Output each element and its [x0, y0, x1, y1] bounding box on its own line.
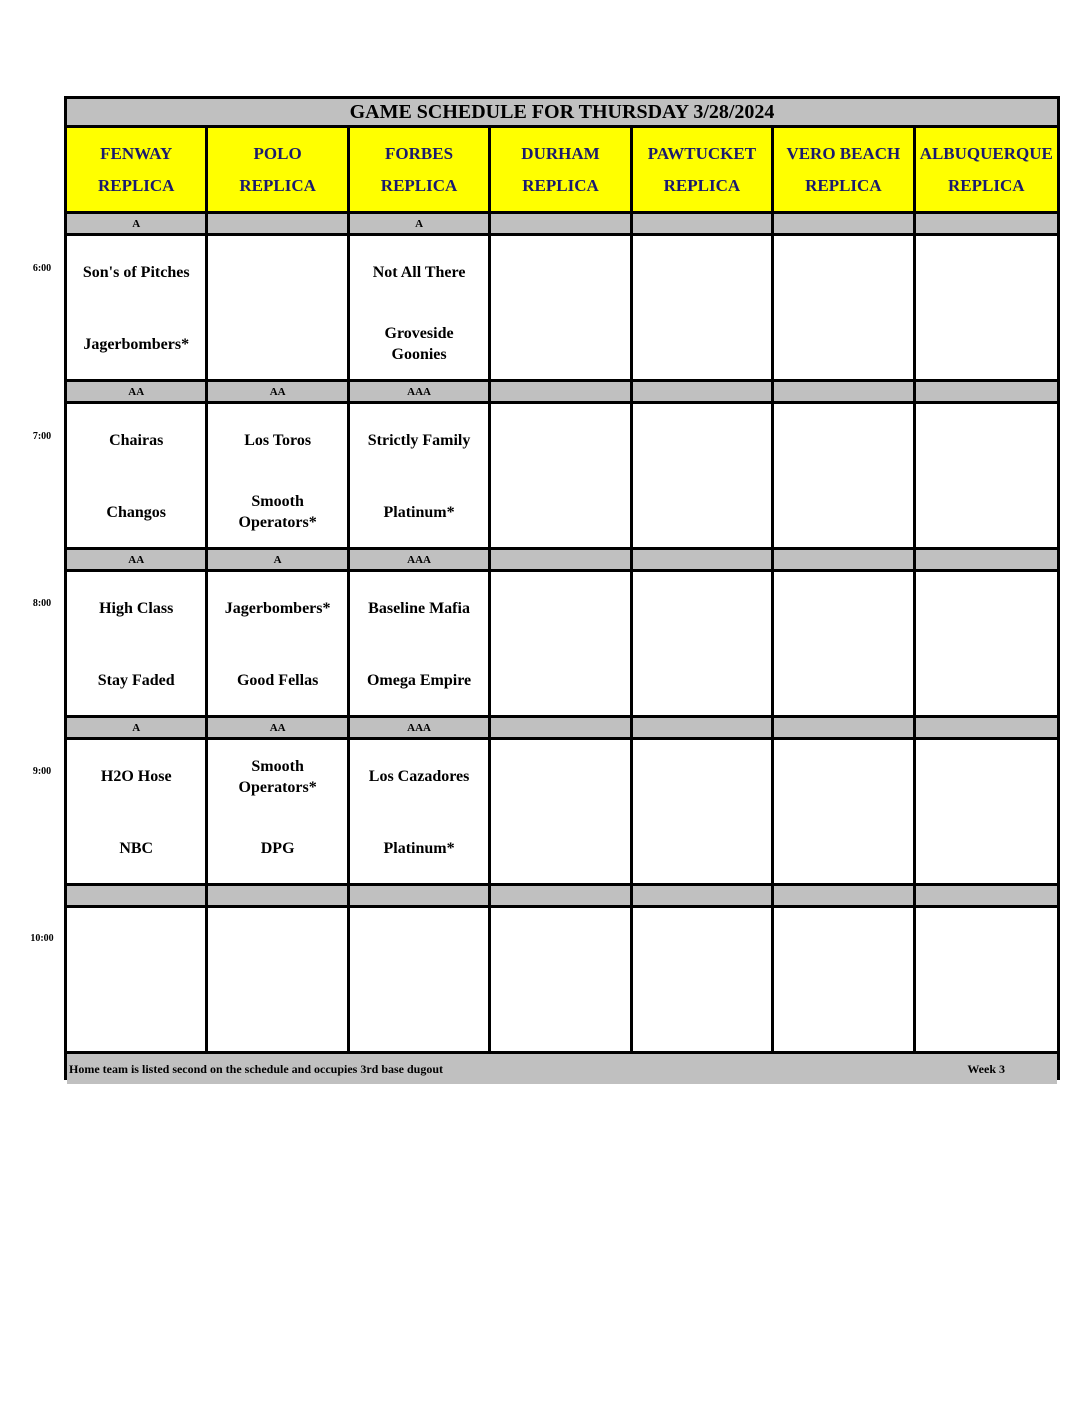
division-label [916, 550, 1057, 572]
away-team: Son's of Pitches [82, 264, 190, 281]
schedule-table [64, 96, 1060, 1080]
venue-header-vero-beach [774, 128, 915, 214]
venue-name: FENWAY [100, 143, 173, 163]
game-cell [208, 908, 349, 1054]
game-cell [916, 236, 1057, 382]
home-team: Stay Faded [97, 671, 175, 689]
venue-header-fenway [67, 128, 208, 214]
division-label: AA [208, 382, 349, 404]
venue-subtitle: REPLICA [522, 175, 599, 195]
game-cell [633, 572, 774, 718]
division-label: A [67, 214, 208, 236]
venue-header-durham [491, 128, 632, 214]
game-cell [774, 572, 915, 718]
venue-subtitle: REPLICA [948, 175, 1025, 195]
home-team: NBC [119, 839, 154, 857]
home-team: Omega Empire [366, 671, 472, 689]
game-cell [916, 572, 1057, 718]
division-label [916, 718, 1057, 740]
division-label: AA [67, 550, 208, 572]
week-label: Week 3 [967, 1061, 1005, 1076]
time-label: 10:00 [30, 933, 54, 944]
division-label [491, 550, 632, 572]
division-label: A [67, 718, 208, 740]
game-cell [774, 236, 915, 382]
division-label [491, 382, 632, 404]
division-label [67, 886, 208, 908]
away-team: Chairas [109, 432, 164, 449]
game-cell [774, 908, 915, 1054]
home-team: Groveside Goonies [384, 325, 454, 363]
game-cell [67, 572, 208, 718]
division-label [633, 886, 774, 908]
division-label: A [208, 550, 349, 572]
home-team: DPG [260, 839, 295, 857]
away-team: Los Cazadores [368, 768, 470, 785]
home-team-note: Home team is listed second on the schedule and occupies 3rd base dugout [69, 1061, 444, 1076]
division-label [633, 718, 774, 740]
venue-header-albuquerque [916, 128, 1057, 214]
game-cell [67, 236, 208, 382]
game-cell [350, 404, 491, 550]
division-label [774, 550, 915, 572]
game-cell [350, 236, 491, 382]
venue-header-pawtucket [633, 128, 774, 214]
venue-name: DURHAM [521, 143, 600, 163]
venue-name: FORBES [385, 143, 454, 163]
division-label: AA [67, 382, 208, 404]
game-cell [208, 236, 349, 382]
division-label [491, 886, 632, 908]
game-cell [774, 404, 915, 550]
venue-name: POLO [253, 143, 302, 163]
division-label: AAA [350, 550, 491, 572]
away-team: Baseline Mafia [368, 600, 470, 617]
away-team: High Class [99, 600, 174, 617]
division-label [774, 718, 915, 740]
home-team: Jagerbombers* [83, 335, 190, 353]
away-team: Strictly Family [367, 432, 471, 449]
venue-header-forbes [350, 128, 491, 214]
game-cell [350, 572, 491, 718]
venue-name: PAWTUCKET [647, 143, 757, 163]
division-label [774, 382, 915, 404]
division-label [208, 886, 349, 908]
division-label [633, 550, 774, 572]
venue-header-polo [208, 128, 349, 214]
division-label: AAA [350, 382, 491, 404]
division-label: A [350, 214, 491, 236]
away-team: H2O Hose [100, 768, 172, 785]
game-cell [633, 908, 774, 1054]
game-cell [633, 404, 774, 550]
division-label [774, 214, 915, 236]
division-label: AAA [350, 718, 491, 740]
game-cell [208, 740, 349, 886]
division-label [916, 214, 1057, 236]
away-team: Smooth Operators* [238, 757, 317, 796]
division-label [916, 886, 1057, 908]
game-cell [633, 740, 774, 886]
venue-name: VERO BEACH [786, 143, 901, 163]
game-cell [208, 404, 349, 550]
away-team: Los Toros [244, 432, 312, 449]
game-cell [491, 572, 632, 718]
division-label [208, 214, 349, 236]
division-label [491, 214, 632, 236]
time-label: 7:00 [32, 431, 52, 442]
division-label [774, 886, 915, 908]
game-cell [491, 908, 632, 1054]
home-team: Good Fellas [236, 671, 319, 689]
venue-subtitle: REPLICA [663, 175, 741, 195]
game-cell [916, 740, 1057, 886]
game-cell [67, 740, 208, 886]
division-label: AA [208, 718, 349, 740]
division-label [916, 382, 1057, 404]
division-label [491, 718, 632, 740]
venue-subtitle: REPLICA [805, 175, 882, 195]
time-label: 9:00 [32, 766, 52, 777]
time-label: 6:00 [32, 263, 52, 274]
time-label: 8:00 [32, 598, 52, 609]
game-cell [491, 404, 632, 550]
venue-subtitle: REPLICA [239, 175, 316, 195]
division-label [633, 382, 774, 404]
game-cell [491, 236, 632, 382]
game-cell [67, 908, 208, 1054]
game-cell [916, 404, 1057, 550]
division-label [350, 886, 491, 908]
venue-subtitle: REPLICA [97, 175, 175, 195]
home-team: Platinum* [383, 503, 455, 521]
home-team: Smooth Operators* [238, 493, 317, 531]
game-cell [491, 740, 632, 886]
away-team: Not All There [372, 264, 466, 281]
game-cell [916, 908, 1057, 1054]
game-cell [67, 404, 208, 550]
venue-name: ALBUQUERQUE [919, 143, 1053, 163]
game-cell [208, 572, 349, 718]
division-label [633, 214, 774, 236]
schedule-title: GAME SCHEDULE FOR THURSDAY 3/28/2024 [67, 99, 1057, 128]
home-team: Platinum* [383, 839, 455, 857]
game-cell [350, 740, 491, 886]
game-cell [350, 908, 491, 1054]
venue-subtitle: REPLICA [380, 175, 458, 195]
away-team: Jagerbombers* [224, 600, 331, 617]
game-cell [633, 236, 774, 382]
schedule-footer [67, 1054, 1057, 1084]
game-cell [774, 740, 915, 886]
home-team: Changos [106, 503, 166, 521]
